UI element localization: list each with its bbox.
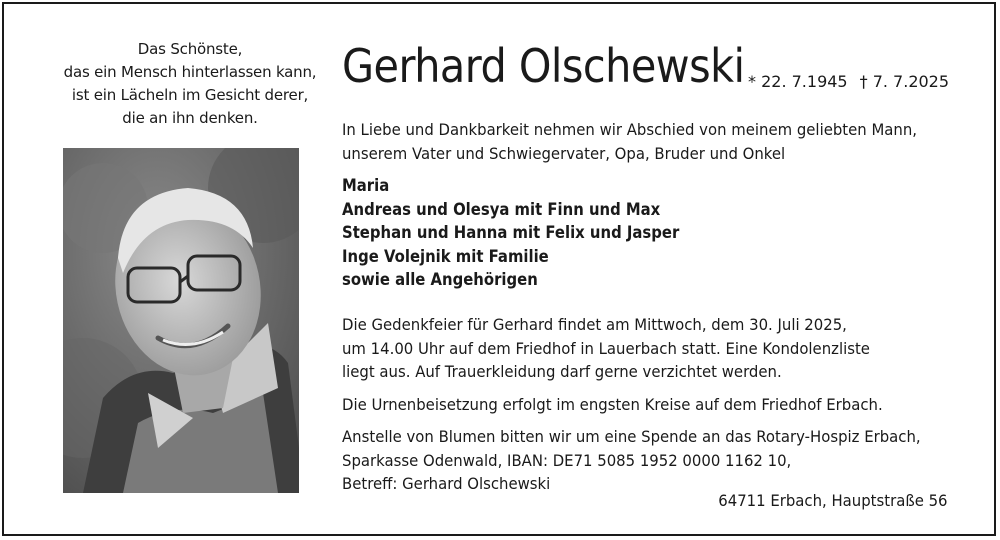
mourner-line: Maria bbox=[342, 176, 390, 195]
notice-details bbox=[342, 313, 921, 496]
ceremony-line: um 14.00 Uhr auf dem Friedhof in Lauerbach statt. Eine Kondolenzliste bbox=[342, 338, 870, 358]
deceased-name: Gerhard Olschewski bbox=[342, 39, 745, 93]
donation-line: Betreff: Gerhard Olschewski bbox=[342, 474, 551, 493]
quote-line: ist ein Lächeln im Gesicht derer, bbox=[71, 86, 309, 104]
burial-line: Die Urnenbeisetzung erfolgt im engsten Kreise auf dem Friedhof Erbach. bbox=[342, 394, 883, 414]
mourner-line: sowie alle Angehörigen bbox=[342, 270, 538, 289]
donation-paragraph bbox=[342, 425, 921, 496]
mourner-line: Andreas und Olesya mit Finn und Max bbox=[342, 199, 661, 219]
farewell-intro bbox=[342, 118, 917, 166]
intro-line: In Liebe und Dankbarkeit nehmen wir Abschied von meinem geliebten Mann, bbox=[342, 120, 918, 139]
intro-line: unserem Vater und Schwiegervater, Opa, Bruder und Onkel bbox=[342, 144, 786, 163]
quote-line: die an ihn denken. bbox=[122, 109, 258, 127]
mourner-line: Stephan und Hanna mit Felix und Jasper bbox=[342, 223, 680, 242]
memorial-quote bbox=[40, 38, 340, 130]
ceremony-paragraph bbox=[342, 313, 921, 384]
death-date: † 7. 7.2025 bbox=[859, 72, 950, 91]
portrait-photo bbox=[63, 148, 299, 493]
ceremony-line: liegt aus. Auf Trauerkleidung darf gerne verzichtet werden. bbox=[342, 362, 782, 381]
burial-paragraph bbox=[342, 393, 921, 417]
quote-line: Das Schönste, bbox=[137, 40, 243, 58]
family-address: 64711 Erbach, Hauptstraße 56 bbox=[718, 491, 948, 510]
quote-line: das ein Mensch hinterlassen kann, bbox=[63, 63, 317, 81]
mourner-line: Inge Volejnik mit Familie bbox=[342, 246, 549, 266]
portrait-illustration bbox=[63, 148, 299, 493]
donation-line: Anstelle von Blumen bitten wir um eine Spende an das Rotary-Hospiz Erbach, bbox=[342, 427, 921, 446]
mourners-list bbox=[342, 174, 679, 292]
life-dates bbox=[748, 72, 949, 91]
birth-date: * 22. 7.1945 bbox=[748, 72, 848, 91]
ceremony-line: Die Gedenkfeier für Gerhard findet am Mittwoch, dem 30. Juli 2025, bbox=[342, 315, 847, 334]
donation-line: Sparkasse Odenwald, IBAN: DE71 5085 1952 0000 1162 10, bbox=[342, 450, 792, 470]
